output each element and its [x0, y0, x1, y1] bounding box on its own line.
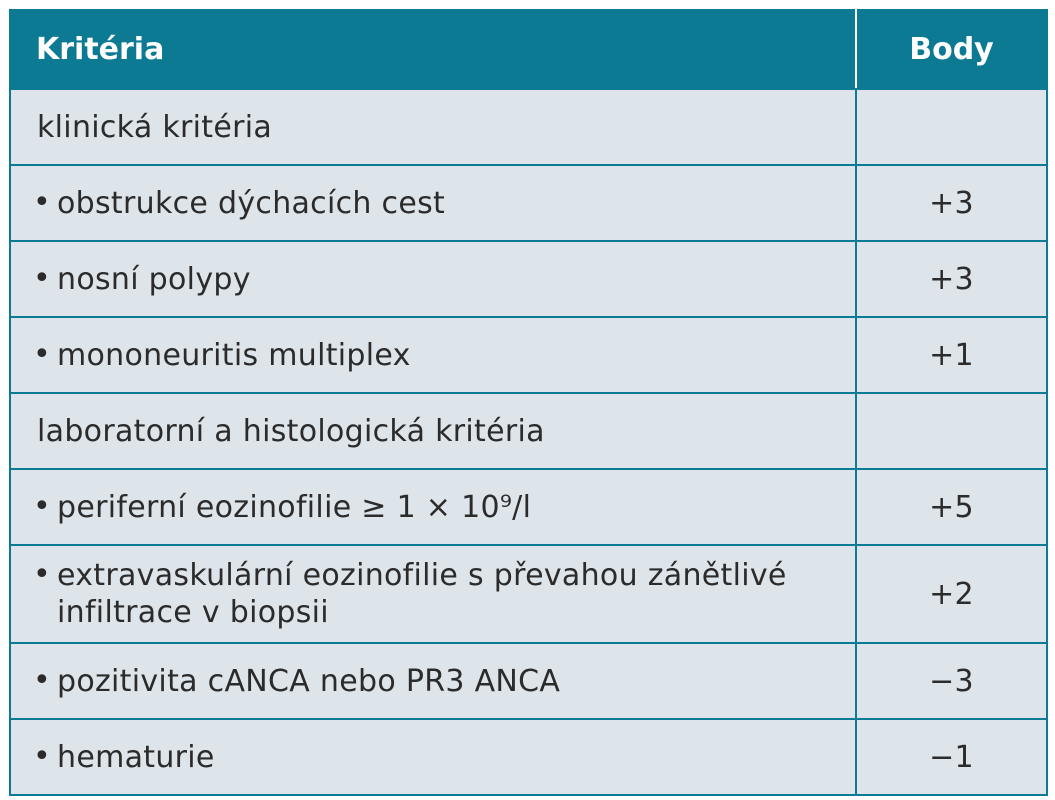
table-row-section	[10, 393, 1047, 469]
section-label: klinická kritéria	[10, 89, 856, 165]
section-label: laboratorní a histologická kritéria	[10, 393, 856, 469]
row-points: +5	[856, 469, 1047, 545]
row-points: +1	[856, 317, 1047, 393]
table-header-row	[10, 10, 1047, 89]
bullet-point: •	[33, 260, 51, 296]
row-points: +2	[856, 545, 1047, 643]
header-points: Body	[856, 10, 1047, 89]
bullet-point: •	[33, 738, 51, 774]
bullet-point: •	[33, 336, 51, 372]
table-row	[10, 719, 1047, 795]
row-label: extravaskulární eozinofilie s převahou zánětlivé infiltrace v biopsii	[57, 558, 787, 630]
row-label: periferní eozinofilie ≥ 1 × 10⁹/l	[57, 489, 532, 525]
criteria-table	[9, 9, 1048, 796]
row-points: +3	[856, 165, 1047, 241]
bullet-point: •	[33, 184, 51, 220]
row-points	[856, 393, 1047, 469]
table-row	[10, 643, 1047, 719]
row-points: −3	[856, 643, 1047, 719]
criteria-table-container	[9, 9, 1046, 791]
table-row	[10, 165, 1047, 241]
table-row	[10, 545, 1047, 643]
row-points: +3	[856, 241, 1047, 317]
bullet-point: •	[33, 488, 51, 524]
row-points: −1	[856, 719, 1047, 795]
table-row	[10, 317, 1047, 393]
table-row	[10, 241, 1047, 317]
row-label: obstrukce dýchacích cest	[57, 185, 446, 221]
header-criteria: Kritéria	[10, 10, 856, 89]
row-label: nosní polypy	[57, 261, 251, 297]
row-label: mononeuritis multiplex	[57, 337, 411, 373]
row-label: pozitivita cANCA nebo PR3 ANCA	[57, 663, 561, 699]
row-label: hematurie	[57, 739, 215, 775]
table-row	[10, 469, 1047, 545]
row-points	[856, 89, 1047, 165]
bullet-point: •	[33, 662, 51, 698]
table-row-section	[10, 89, 1047, 165]
bullet-point: •	[33, 557, 51, 592]
